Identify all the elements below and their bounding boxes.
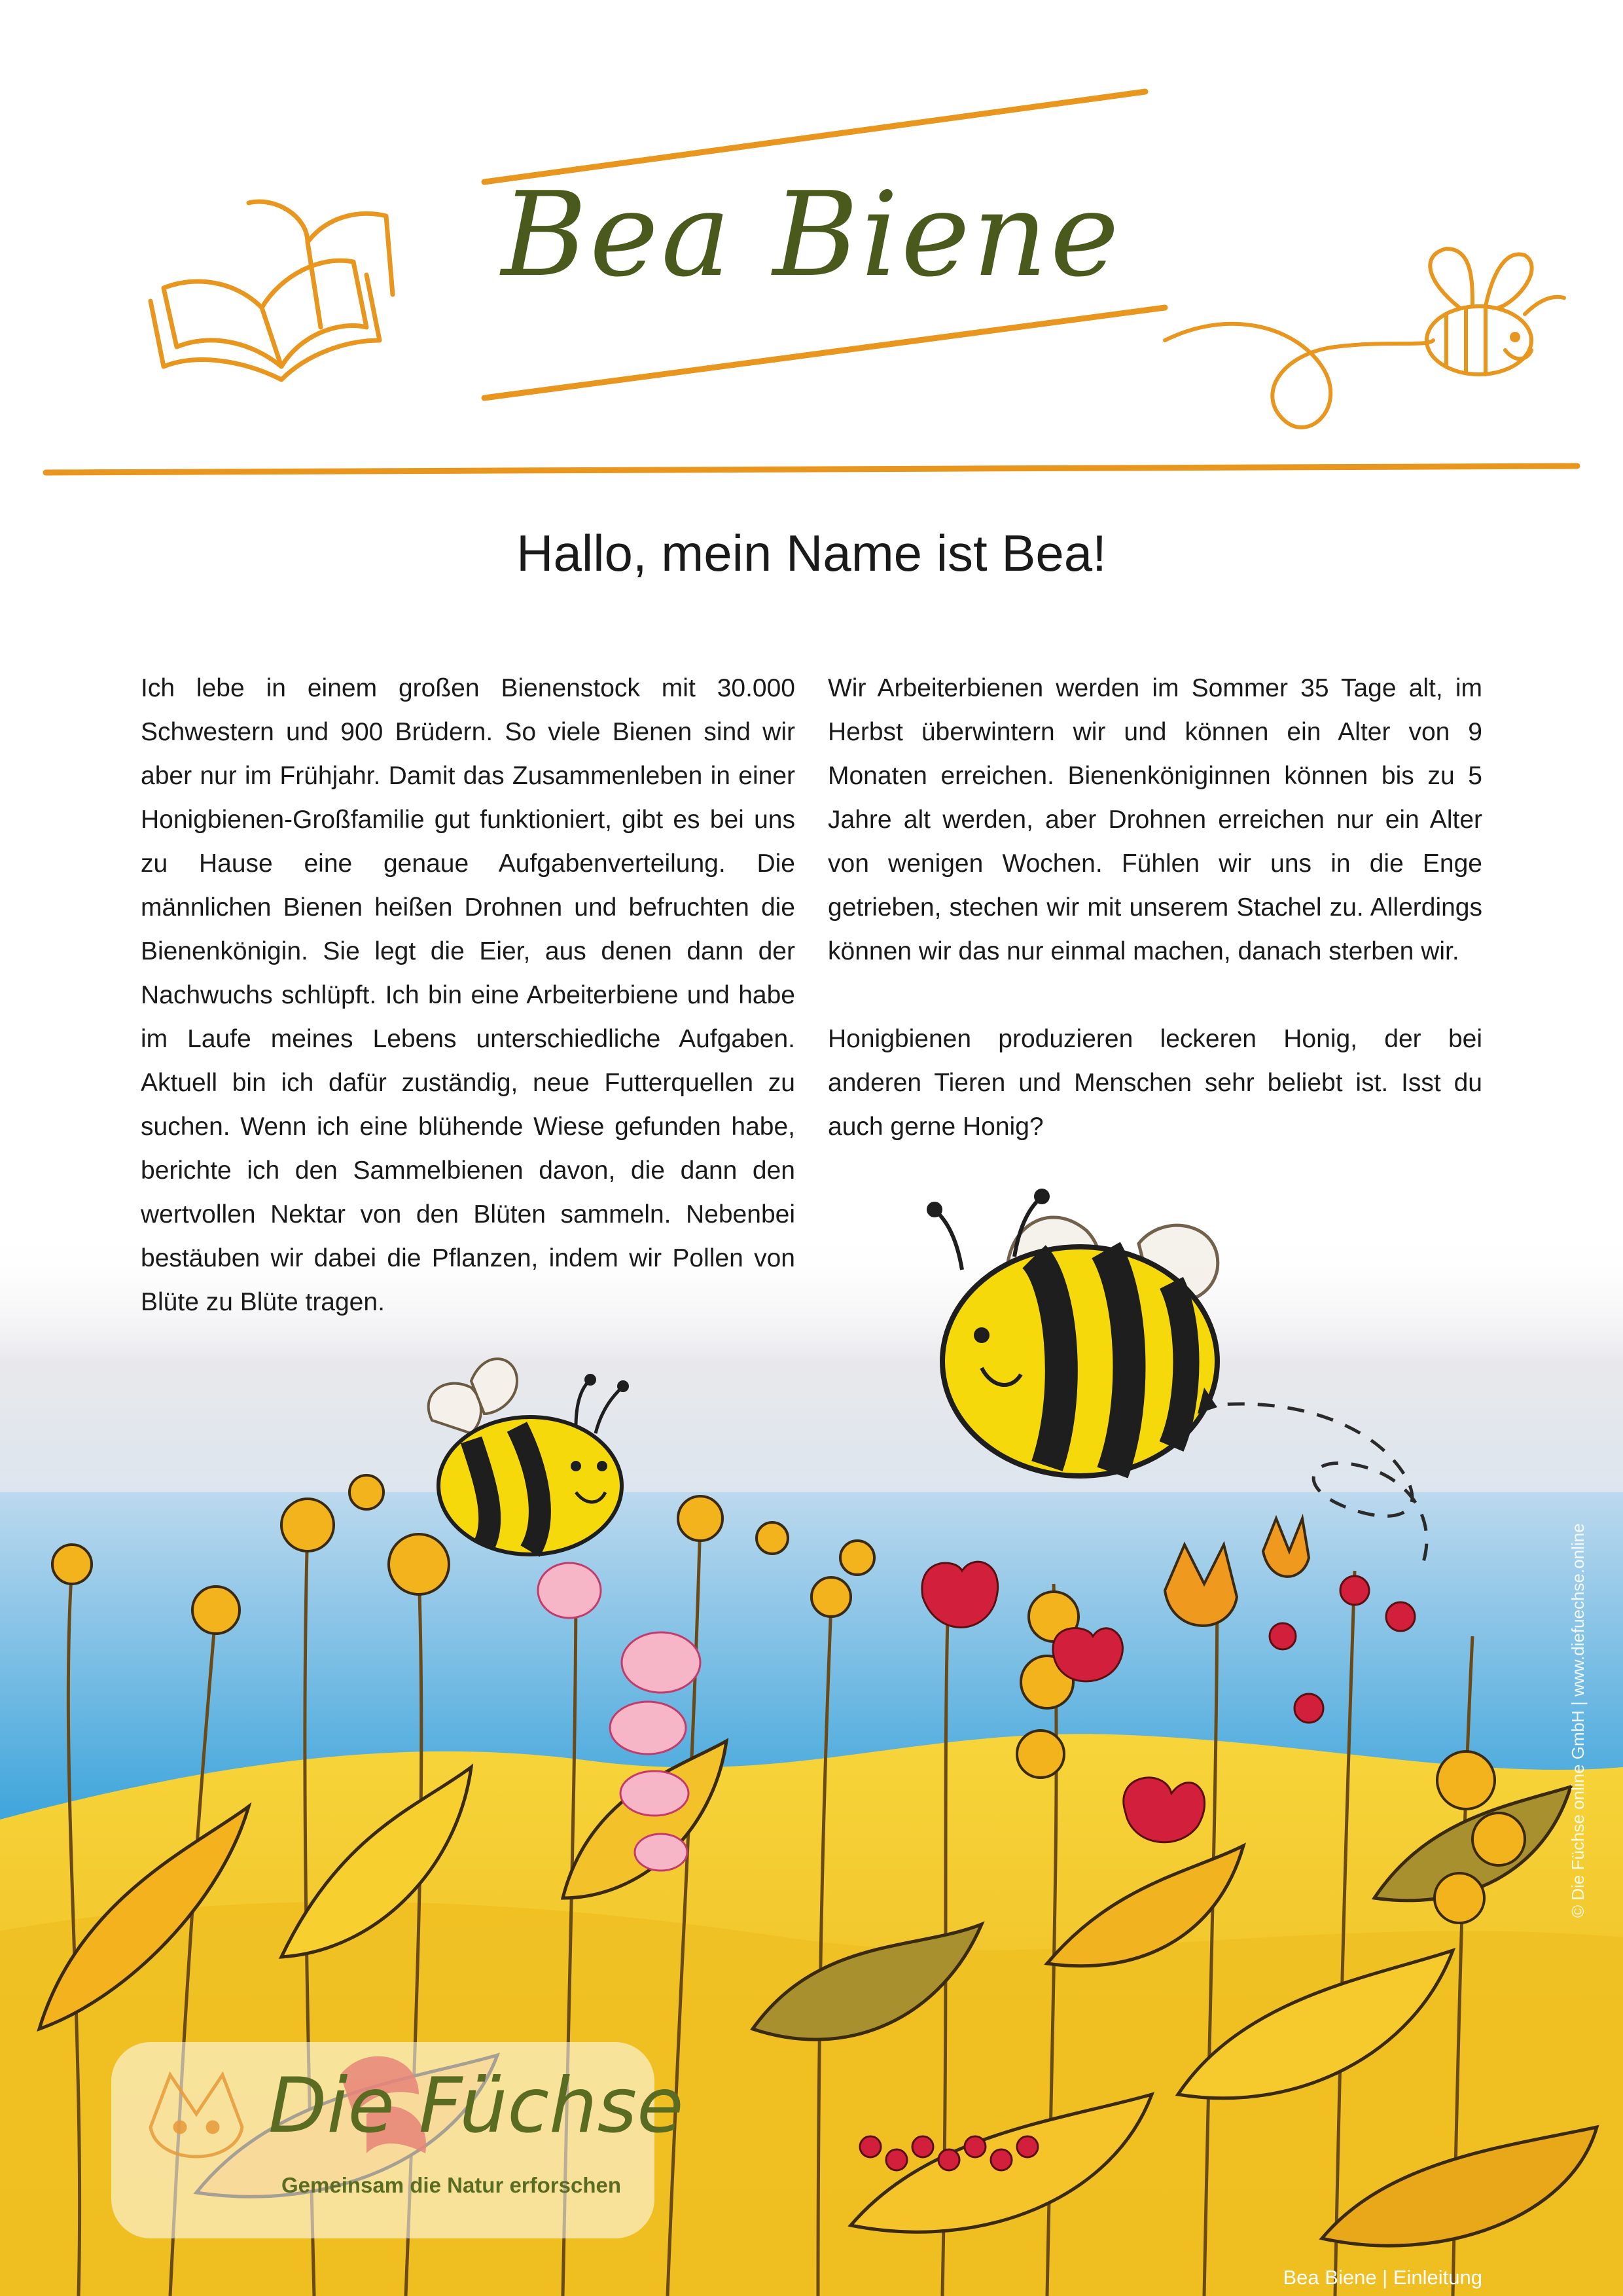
page-title: Bea Biene [501, 167, 1122, 302]
left-paragraph: Ich lebe in einem großen Bienenstock mit 30.000 Schwestern und 900 Brüdern. So viele Bienen sind wir aber nur im Frühjahr. Damit das Zusammenleben in einer Honigbienen-Großfamilie gut funktioniert, gibt es bei uns zu Hause eine genaue Aufgabenverteilung. Die männlichen Bienen heißen Drohnen und befruchten die Bienenkönigin. Sie legt die Eier, aus denen dann der Nachwuchs schlüpft. Ich bin eine Arbeiterbiene und habe im Laufe meines Lebens unterschiedliche Aufgaben. Aktuell bin ich dafür zuständig, neue Futterquellen zu suchen. Wenn ich eine blühende Wiese gefunden habe, berichte ich den Sammelbienen davon, die dann den wertvollen Nektar von den Blüten sammeln. Nebenbei bestäuben wir dabei die Pflanzen, indem wir Pollen von Blüte zu Blüte tragen. [141, 674, 795, 1316]
copyright-notice: © Die Füchse online GmbH | www.diefuechse.online [1568, 1523, 1588, 1918]
page-subtitle: Hallo, mein Name ist Bea! [516, 524, 1107, 582]
left-column [141, 666, 795, 1324]
brand-logo [111, 2042, 684, 2238]
right-paragraph-2: Honigbienen produzieren leckeren Honig, der bei anderen Tieren und Menschen sehr beliebt ist. Isst du auch gerne Honig? [828, 1025, 1482, 1141]
page-footer: Bea Biene | Einleitung [1283, 2266, 1482, 2289]
right-paragraph-1: Wir Arbeiterbienen werden im Sommer 35 Tage alt, im Herbst überwintern wir und können ein Alter von 9 Monaten erreichen. Bienenköniginnen können bis zu 5 Jahre alt werden, aber Drohnen erreichen nur ein Alter von wenigen Wochen. Fühlen wir uns in die Enge getrieben, stechen wir mit unserem Stachel zu. Allerdings können wir das nur einmal machen, danach sterben wir. [828, 674, 1482, 965]
logo-name: Die Füchse [268, 2062, 684, 2150]
logo-tagline: Gemeinsam die Natur erforschen [281, 2173, 622, 2197]
header-divider [46, 466, 1577, 473]
right-column [828, 666, 1482, 1149]
header-bottom-line [484, 308, 1165, 398]
